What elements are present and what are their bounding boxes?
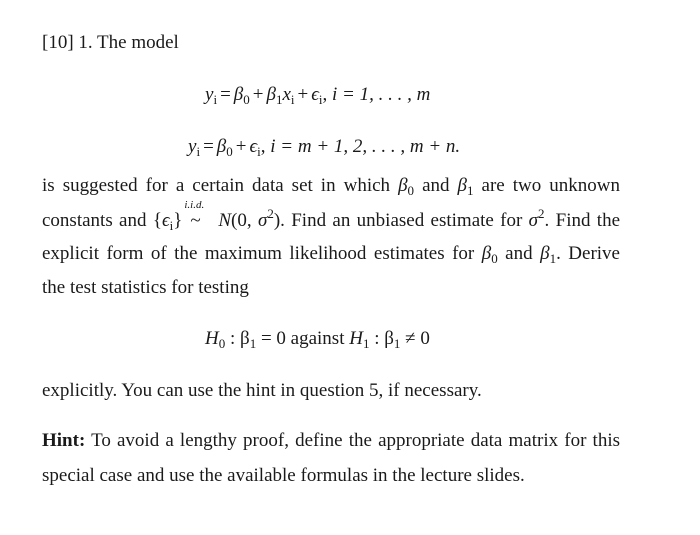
conclusion-text: explicitly. You can use the hint in question 5, if necessary. [42, 380, 482, 401]
paragraph-line-1: is suggested for a certain data set in which $\beta_0$ and $\beta_1$ are two unknown [42, 175, 621, 198]
paragraph-line-2: constants and $\{\epsilon_i\}$ i.i.d. ~ N(0, $\sigma^2$). Find an unbiased estimate for $\sigma^2$. Find the [42, 199, 621, 233]
hint-line-1: Hint: To avoid a lengthy proof, define the appropriate data matrix for this [42, 430, 620, 451]
iid-symbol: i.i.d. ~ [184, 199, 205, 231]
paragraph-line-4: the test statistics for testing [42, 277, 249, 298]
question-heading: [10] 1. The model [42, 32, 179, 53]
model-equation-1: $y_i = \beta_0 + \beta_1x_i + \epsilon_i$, i = 1, . . . , m [205, 84, 431, 107]
hint-line-2: special case and use the available formulas in the lecture slides. [42, 465, 525, 486]
paragraph-line-3: explicit form of the maximum likelihood estimates for $\beta_0$ and $\beta_1$. Derive [42, 243, 620, 266]
hint-label: Hint: [42, 430, 86, 451]
model-equation-2: $y_i = \beta_0 + \epsilon_i$, i = m + 1, 2, . . . , m + n. [188, 136, 461, 159]
hypothesis-test: $H_0$ : $\beta_1 = 0$ against $H_1$ : $\beta_1 \ne 0$ [205, 328, 430, 351]
index-range-1: i = 1, . . . , m [332, 84, 431, 105]
index-range-2: i = m + 1, 2, . . . , m + n. [270, 136, 461, 157]
problem-paragraph [42, 175, 620, 305]
